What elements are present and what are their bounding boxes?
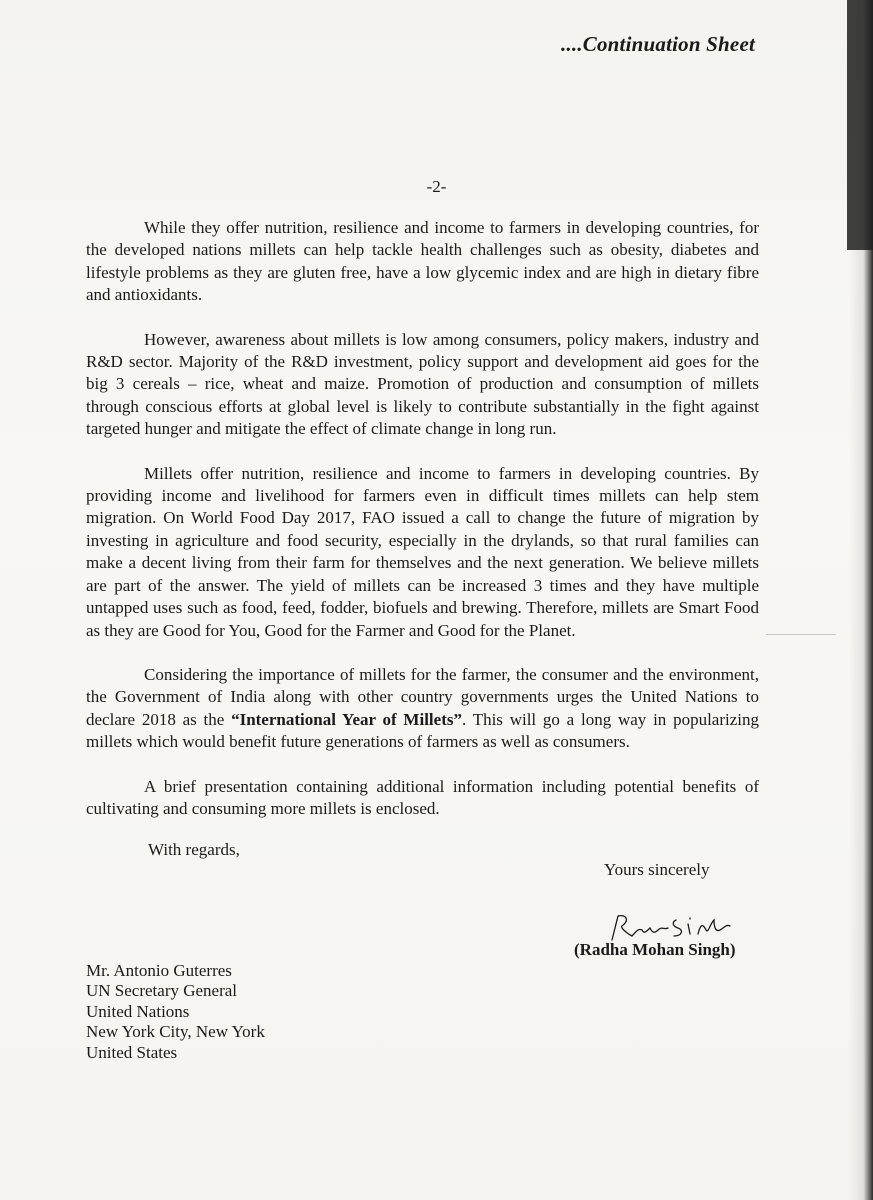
paragraph-4-lead: Considering the importance of millets for the farmer, the consumer and the environment, the Government of India along with other country governments urges the United Nations to declare 2018 as the [86,664,759,729]
margin-mark [766,634,836,635]
year-of-millets-emphasis: “International Year of Millets” [231,709,462,729]
letter-body [86,217,759,842]
paragraph-3: Millets offer nutrition, resilience and income to farmers in developing countries. By providing income and livelihood for farmers even in difficult times millets can help stem migration. On World Food Day 2017, FAO issued a call to change the future of migration by investing in agriculture and food security, especially in the drylands, so that rural families can make a decent living from their farm for themselves and the next generation. We believe millets are part of the answer. The yield of millets can be increased 3 times and they have multiple untapped uses such as food, feed, fodder, biofuels and brewing. Therefore, millets are Smart Food as they are Good for You, Good for the Farmer and Good for the Planet. [86,463,759,640]
paragraph-5: A brief presentation containing additional information including potential benefits of cultivating and consuming more millets is enclosed. [86,776,759,818]
recipient-city: New York City, New York [86,1022,265,1042]
recipient-name: Mr. Antonio Guterres [86,961,232,980]
paragraph-2: However, awareness about millets is low among consumers, policy makers, industry and R&D sector. Majority of the R&D investment, policy support and development aid goes for the big 3 cereals – rice, wheat and maize. Promotion of production and consumption of millets through conscious efforts at global level is likely to contribute substantially in the fight against targeted hunger and mitigate the effect of climate change in long run. [86,329,759,439]
with-regards: With regards, [148,840,240,859]
continuation-sheet-label: ....Continuation Sheet [560,32,755,56]
paragraph-4-tail: . This will go a long way in popularizing millets which would benefit future generations of farmers as well as consumers. [86,709,759,752]
recipient-address [86,961,265,1063]
recipient-country: United States [86,1042,178,1062]
signer-name: (Radha Mohan Singh) [574,940,736,959]
recipient-title: UN Secretary General [86,981,238,1001]
paragraph-4 [86,664,759,754]
recipient-organization: United Nations [86,1001,190,1021]
scan-edge-dark-strip [847,0,873,250]
yours-sincerely: Yours sincerely [604,860,710,879]
paragraph-1: While they offer nutrition, resilience and income to farmers in developing countries, for the developed nations millets can help tackle health challenges such as obesity, diabetes and lifestyle problems as they are gluten free, have a low glycemic index and are high in dietary fibre and antioxidants. [86,218,759,305]
page-number: -2- [426,177,447,196]
